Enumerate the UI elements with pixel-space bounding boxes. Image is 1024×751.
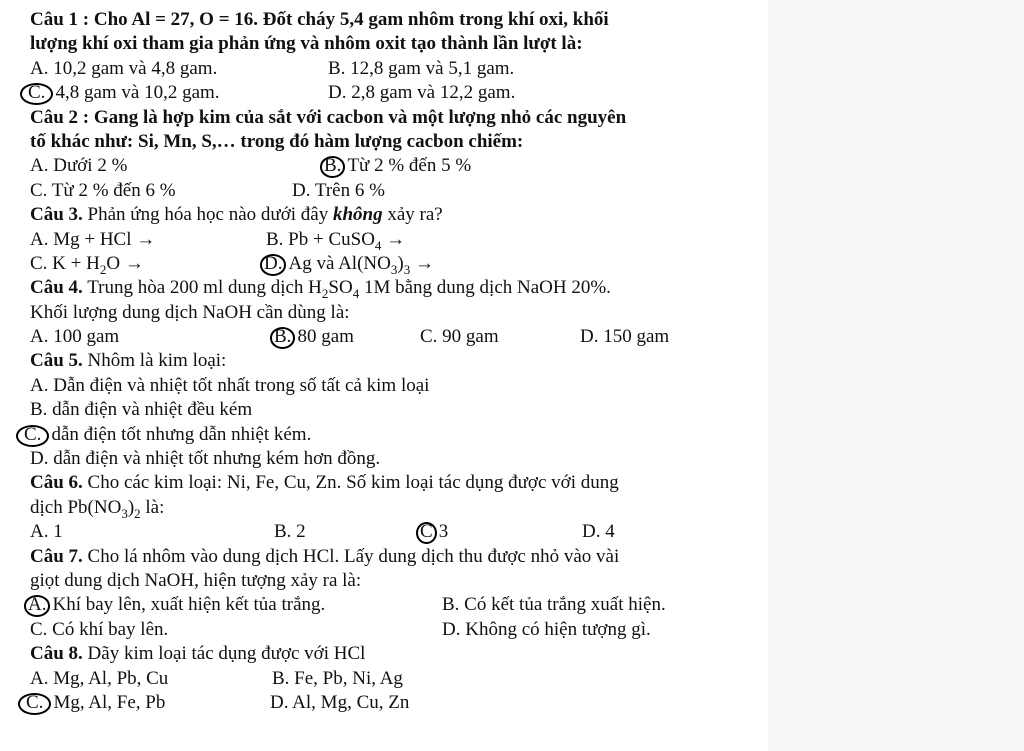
q1-option-c: C. 4,8 gam và 10,2 gam. (20, 81, 220, 105)
q7-option-a: A. Khí bay lên, xuất hiện kết tủa trắng. (24, 593, 325, 617)
q8-options-row2 (26, 691, 760, 715)
q3-options-row1 (30, 228, 760, 252)
q2-option-c: C. Từ 2 % đến 6 % (30, 179, 176, 201)
q4-option-b: B. 80 gam (270, 325, 354, 349)
q1-option-b: B. 12,8 gam và 5,1 gam. (328, 57, 515, 79)
q6-option-b: B. 2 (274, 521, 306, 543)
q5-option-b: B. dẫn điện và nhiệt đều kém (30, 399, 253, 421)
q2-options-row2 (30, 179, 760, 203)
q2-stem-line1: Câu 2 : Gang là hợp kim của sắt với cacbon và một lượng nhỏ các nguyên (30, 106, 627, 128)
q6-option-a: A. 1 (30, 521, 63, 543)
q8-option-c: C. Mg, Al, Fe, Pb (18, 691, 165, 715)
q6-stem-line1: Câu 6. Cho các kim loại: Ni, Fe, Cu, Zn. Số kim loại tác dụng được với dung (30, 472, 619, 494)
q7-options-row1 (30, 593, 760, 617)
q4-options-row (30, 325, 760, 349)
quiz-content (24, 8, 760, 715)
q3-option-c: C. $K + H_2O$ → (30, 252, 144, 277)
q1-options-row1 (30, 57, 760, 81)
q7-options-row2 (30, 618, 760, 642)
q5-option-c-row (24, 423, 760, 447)
q7-option-b: B. Có kết tủa trắng xuất hiện. (442, 594, 666, 616)
q2-option-a: A. Dưới 2 % (30, 155, 128, 177)
q7-option-d: D. Không có hiện tượng gì. (442, 618, 651, 640)
q6-option-c: C 3 (416, 520, 448, 544)
answer-circle: D. (260, 254, 286, 276)
answer-circle: A. (24, 595, 50, 617)
q3-stem: Câu 3. Phản ứng hóa học nào dưới đây không xảy ra? (30, 204, 443, 226)
q1-stem-line1: Câu 1 : Cho Al = 27, O = 16. Đốt cháy 5,4 gam nhôm trong khí oxi, khối (30, 9, 609, 30)
q6-option-d: D. 4 (582, 521, 615, 543)
q5-option-c: C. dẫn điện tốt nhưng dẫn nhiệt kém. (16, 423, 311, 447)
q1-option-d: D. 2,8 gam và 12,2 gam. (328, 82, 516, 104)
q5-stem: Câu 5. Nhôm là kim loại: (30, 350, 227, 372)
answer-circle: C. (20, 83, 53, 105)
q7-option-c: C. Có khí bay lên. (30, 618, 169, 640)
answer-circle: B. (270, 327, 295, 349)
q3-option-a: A. Mg + HCl → (30, 228, 156, 250)
q2-options-row1 (30, 154, 760, 178)
answer-circle: C. (16, 425, 49, 447)
q3-options-row2 (30, 252, 760, 276)
q2-option-b: B. Từ 2 % đến 5 % (320, 154, 471, 178)
q4-option-a: A. 100 gam (30, 326, 120, 348)
answer-circle: B. (320, 156, 345, 178)
q6-options-row (30, 520, 760, 544)
q5-option-d: D. dẫn điện và nhiệt tốt nhưng kém hơn đồng. (30, 448, 381, 470)
q8-option-b: B. Fe, Pb, Ni, Ag (272, 667, 403, 689)
q8-option-d: D. Al, Mg, Cu, Zn (270, 691, 410, 713)
q8-option-a: A. Mg, Al, Pb, Cu (30, 667, 169, 689)
q1-options-row2 (30, 81, 760, 105)
q8-options-row1 (30, 667, 760, 691)
q6-stem-line2: dịch $Pb(NO_3)_2$ là: (30, 496, 165, 521)
q1-option-a: A. 10,2 gam và 4,8 gam. (30, 57, 218, 79)
q3-option-d: D. Ag và $Al(NO_3)_3$ → (260, 252, 434, 276)
q3-option-b: B. Pb + CuSO$_4$ → (266, 228, 406, 253)
q7-stem-line1: Câu 7. Cho lá nhôm vào dung dịch HCl. Lấy dung dịch thu được nhỏ vào vài (30, 545, 620, 567)
q5-option-a: A. Dẫn điện và nhiệt tốt nhất trong số tất cả kim loại (30, 374, 430, 396)
q4-stem-line2: Khối lượng dung dịch NaOH cần dùng là: (30, 301, 350, 323)
q2-option-d: D. Trên 6 % (292, 179, 385, 201)
answer-circle: C. (18, 693, 51, 715)
q2-stem-line2: tố khác như: Si, Mn, S,… trong đó hàm lượng cacbon chiếm: (30, 130, 524, 152)
q1-stem-line2: lượng khí oxi tham gia phản ứng và nhôm oxit tạo thành lần lượt là: (30, 33, 583, 55)
q4-option-c: C. 90 gam (420, 326, 499, 348)
answer-circle: C (416, 522, 437, 544)
q8-stem: Câu 8. Dãy kim loại tác dụng được với HCl (30, 643, 366, 665)
right-margin (768, 0, 1024, 751)
q7-stem-line2: giọt dung dịch NaOH, hiện tượng xảy ra là: (30, 569, 362, 591)
q4-option-d: D. 150 gam (580, 326, 670, 348)
q4-stem-line1: Câu 4. Trung hòa 200 ml dung dịch $H_2SO_4$ 1M bằng dung dịch NaOH 20%. (30, 277, 611, 302)
